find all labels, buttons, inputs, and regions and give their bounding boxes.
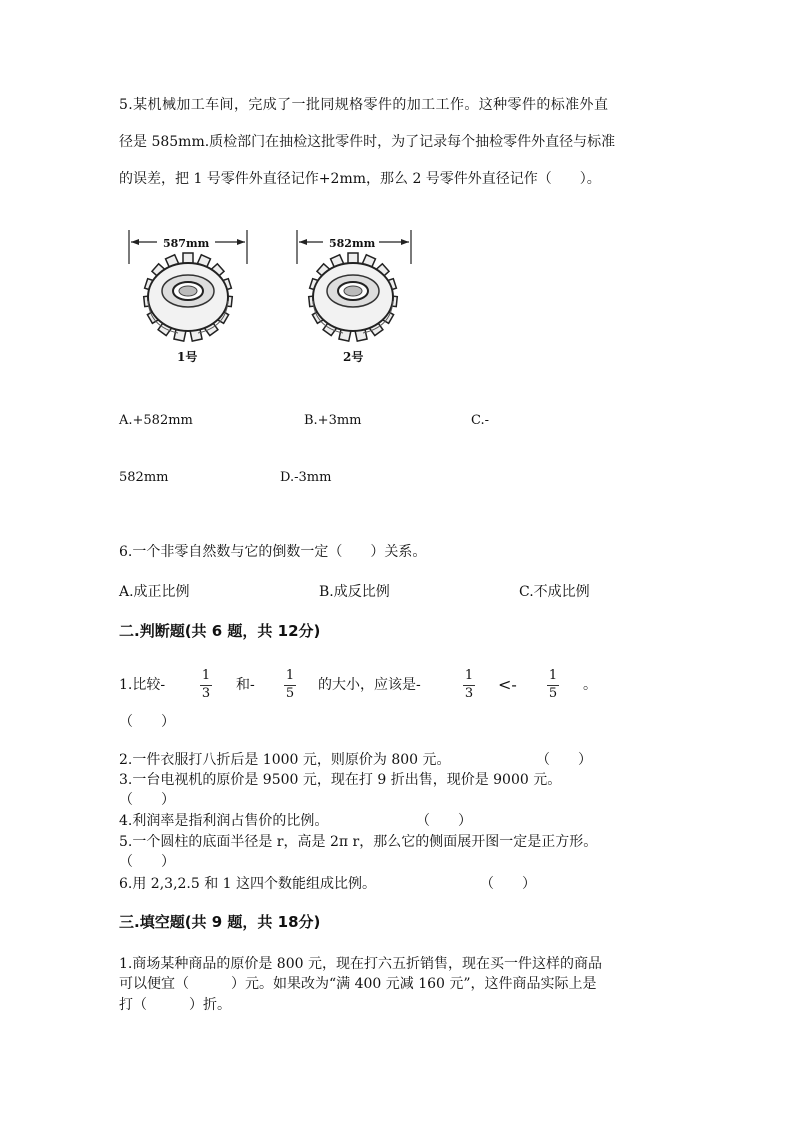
j1-and: 和- <box>236 677 255 693</box>
j1-fraction-2 <box>284 669 296 701</box>
gear-2-label: 2号 <box>343 350 364 364</box>
j4-answer-paren[interactable]: （ ） <box>416 813 472 829</box>
j1-answer-paren[interactable]: （ ） <box>119 714 175 730</box>
q5-stem-line2: 径是 585mm.质检部门在抽检这批零件时，为了记录每个抽检零件外直径与标准 <box>119 134 616 150</box>
j1-fraction-2-denominator: 5 <box>285 686 295 701</box>
gear-1-label: 1号 <box>177 350 198 364</box>
q5-option-c[interactable]: C.- <box>471 413 490 428</box>
j6-text: 6.用 2,3,2.5 和 1 这四个数能组成比例。 <box>119 876 377 892</box>
j4-text: 4.利润率是指利润占售价的比例。 <box>119 813 329 829</box>
q6-stem: 6.一个非零自然数与它的倒数一定（ ）关系。 <box>119 544 427 560</box>
j3-answer-paren[interactable]: （ ） <box>119 792 175 808</box>
section-heading-fill-in: 三.填空题(共 9 题，共 18分) <box>119 913 321 931</box>
gear-figure-2 <box>287 222 422 367</box>
j5-answer-paren[interactable]: （ ） <box>119 854 175 870</box>
j2-text: 2.一件衣服打八折后是 1000 元，则原价为 800 元。 <box>119 752 451 768</box>
j1-fraction-2-numerator: 1 <box>285 668 295 683</box>
j1-fraction-4 <box>547 669 559 701</box>
j6-answer-paren[interactable]: （ ） <box>480 876 536 892</box>
j1-fraction-3-denominator: 3 <box>464 686 474 701</box>
j1-fraction-4-denominator: 5 <box>548 686 558 701</box>
q5-option-c-continued[interactable]: 582mm <box>119 470 169 485</box>
j3-text: 3.一台电视机的原价是 9500 元，现在打 9 折出售，现价是 9000 元。 <box>119 772 562 788</box>
q6-option-a[interactable]: A.成正比例 <box>119 584 190 600</box>
j1-end: 。 <box>583 677 597 693</box>
j1-middle: 的大小，应该是- <box>318 677 421 693</box>
j2-answer-paren[interactable]: （ ） <box>536 752 592 768</box>
gear-2-dimension: 582mm <box>329 237 376 250</box>
j1-fraction-4-numerator: 1 <box>548 668 558 683</box>
f1-line3: 打（ ）折。 <box>119 997 231 1013</box>
q5-option-b[interactable]: B.+3mm <box>304 413 362 428</box>
gear-1-dimension: 587mm <box>163 237 210 250</box>
j1-fraction-3-numerator: 1 <box>464 668 474 683</box>
section-heading-judgement: 二.判断题(共 6 题，共 12分) <box>119 622 321 640</box>
q5-option-d[interactable]: D.-3mm <box>280 470 332 485</box>
f1-line1: 1.商场某种商品的原价是 800 元，现在打六五折销售，现在买一件这样的商品 <box>119 956 602 972</box>
j1-fraction-3 <box>463 669 475 701</box>
j1-fraction-1-numerator: 1 <box>201 668 211 683</box>
q5-stem-line1: 5.某机械加工车间，完成了一批同规格零件的加工工作。这种零件的标准外直 <box>119 97 609 113</box>
q5-stem-line3: 的误差，把 1 号零件外直径记作+2mm，那么 2 号零件外直径记作（ ）。 <box>119 171 601 187</box>
q6-option-c[interactable]: C.不成比例 <box>519 584 590 600</box>
j5-text: 5.一个圆柱的底面半径是 r，高是 2π r，那么它的侧面展开图一定是正方形。 <box>119 834 598 850</box>
j1-fraction-1 <box>200 669 212 701</box>
j1-prefix: 1.比较- <box>119 677 166 693</box>
j1-fraction-1-denominator: 3 <box>201 686 211 701</box>
q6-option-b[interactable]: B.成反比例 <box>319 584 390 600</box>
q5-option-a[interactable]: A.+582mm <box>119 413 193 428</box>
gear-figure-1 <box>119 222 259 367</box>
f1-line2: 可以便宜（ ）元。如果改为“满 400 元减 160 元”，这件商品实际上是 <box>119 976 597 992</box>
j1-less-than: <- <box>498 675 517 694</box>
